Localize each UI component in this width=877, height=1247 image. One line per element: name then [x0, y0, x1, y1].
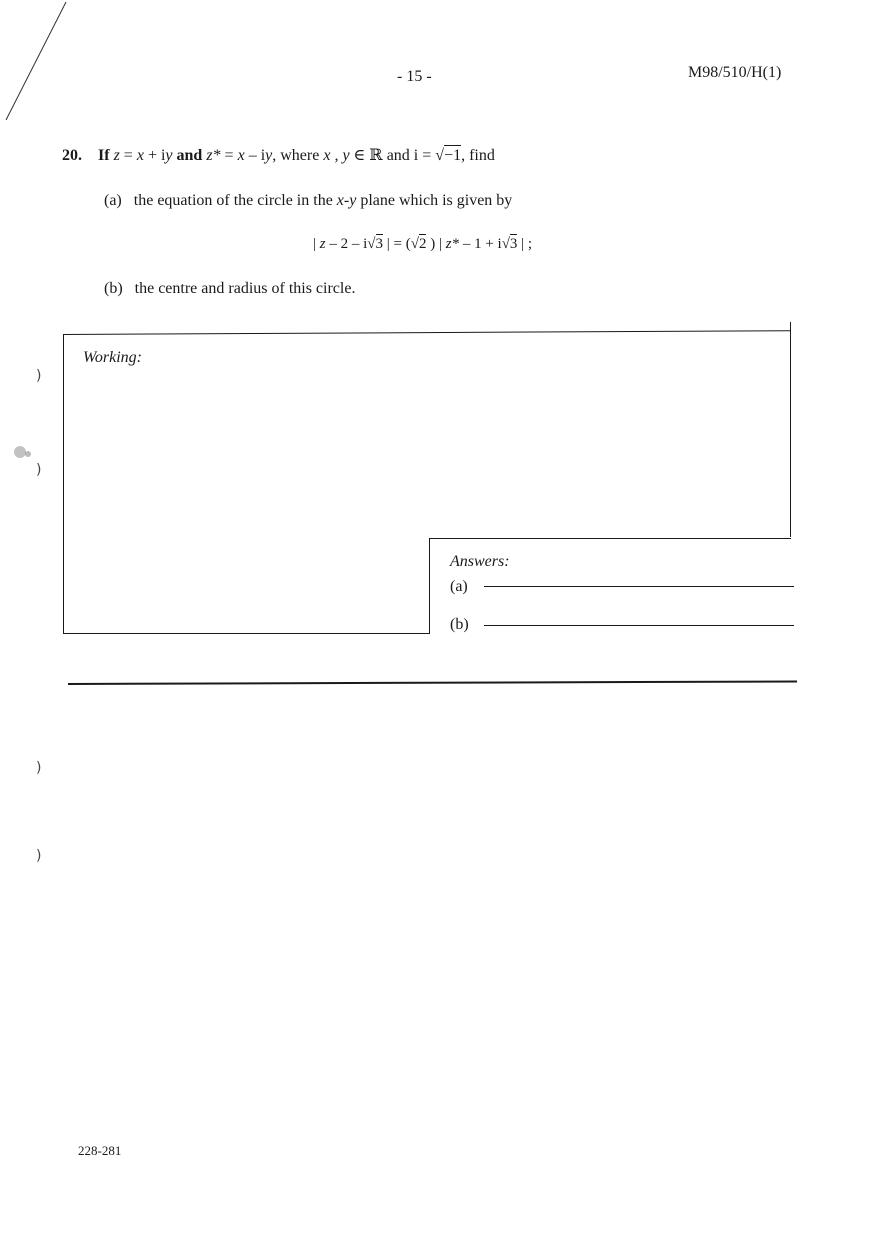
stem-in-reals: ∈ ℝ and i =: [353, 147, 432, 164]
var-zstar: z*: [206, 147, 221, 164]
answers-label: Answers:: [450, 553, 510, 570]
margin-bracket-mark: ): [36, 462, 42, 478]
working-box-bottom: [63, 633, 429, 634]
eq-z: z: [319, 236, 326, 252]
hole-punch-smudge: [6, 442, 40, 462]
eq-radicand-2: 2: [418, 236, 427, 252]
eq-part-3: ) |: [430, 236, 442, 252]
stem-if: If: [98, 147, 110, 164]
stem-plus: + i: [147, 147, 166, 164]
part-a-xy: x-y: [336, 192, 357, 209]
answer-a-line: [484, 586, 794, 587]
eq-part-1: – 2 – i√: [329, 236, 376, 252]
working-area[interactable]: [66, 372, 786, 532]
part-b-text: the centre and radius of this circle.: [134, 280, 356, 297]
margin-bracket-mark: ): [36, 760, 42, 776]
eq-end: | ;: [521, 236, 533, 252]
eq-bar: |: [313, 236, 317, 252]
var-z: z: [113, 147, 120, 164]
answer-a-label: (a): [450, 578, 468, 595]
eq-radicand-3a: 3: [375, 236, 384, 252]
sqrt-sign: √: [435, 147, 445, 164]
stem-minus: – i: [248, 147, 266, 164]
working-box-top: [63, 330, 790, 335]
eq-part-2: | = (√: [386, 236, 419, 252]
var-y: y: [165, 147, 173, 164]
part-a-text-2: plane which is given by: [360, 192, 513, 209]
page-number: - 15 -: [397, 68, 432, 85]
paper-code: M98/510/H(1): [688, 64, 782, 81]
stem-find: , find: [461, 147, 495, 164]
answers-box-top: [429, 538, 791, 539]
working-box-left: [63, 334, 64, 634]
scan-margin-stroke: [0, 0, 80, 130]
part-b: [104, 280, 355, 298]
part-a-text-1: the equation of the circle in the: [133, 192, 333, 209]
footer-code: 228-281: [78, 1143, 122, 1158]
part-a-label: (a): [104, 192, 122, 209]
stem-eq2: =: [224, 147, 234, 164]
answer-b-field[interactable]: [484, 608, 794, 624]
eq-part-4: – 1 + i√: [462, 236, 510, 252]
var-y2: y: [265, 147, 273, 164]
radicand-minus-one: −1: [444, 147, 462, 164]
eq-radicand-3b: 3: [509, 236, 518, 252]
stem-and: and: [176, 147, 203, 164]
answers-box-left: [429, 538, 430, 634]
var-x2: x: [237, 147, 245, 164]
section-divider: [68, 680, 797, 685]
margin-bracket-mark: ): [36, 848, 42, 864]
question-stem: [62, 145, 495, 165]
working-box-right: [790, 322, 791, 537]
eq-zstar: z*: [445, 236, 460, 252]
working-label: Working:: [83, 349, 142, 366]
var-x: x: [136, 147, 144, 164]
stem-eq: =: [123, 147, 133, 164]
margin-bracket-mark: ): [36, 368, 42, 384]
question-number: 20.: [62, 147, 82, 164]
part-a: [104, 192, 512, 210]
var-xy: x , y: [323, 147, 350, 164]
part-b-label: (b): [104, 280, 123, 297]
circle-equation: [313, 236, 532, 253]
stem-where: , where: [272, 147, 320, 164]
answer-a-field[interactable]: [484, 570, 794, 586]
answer-b-line: [484, 625, 794, 626]
answer-b-label: (b): [450, 616, 469, 633]
